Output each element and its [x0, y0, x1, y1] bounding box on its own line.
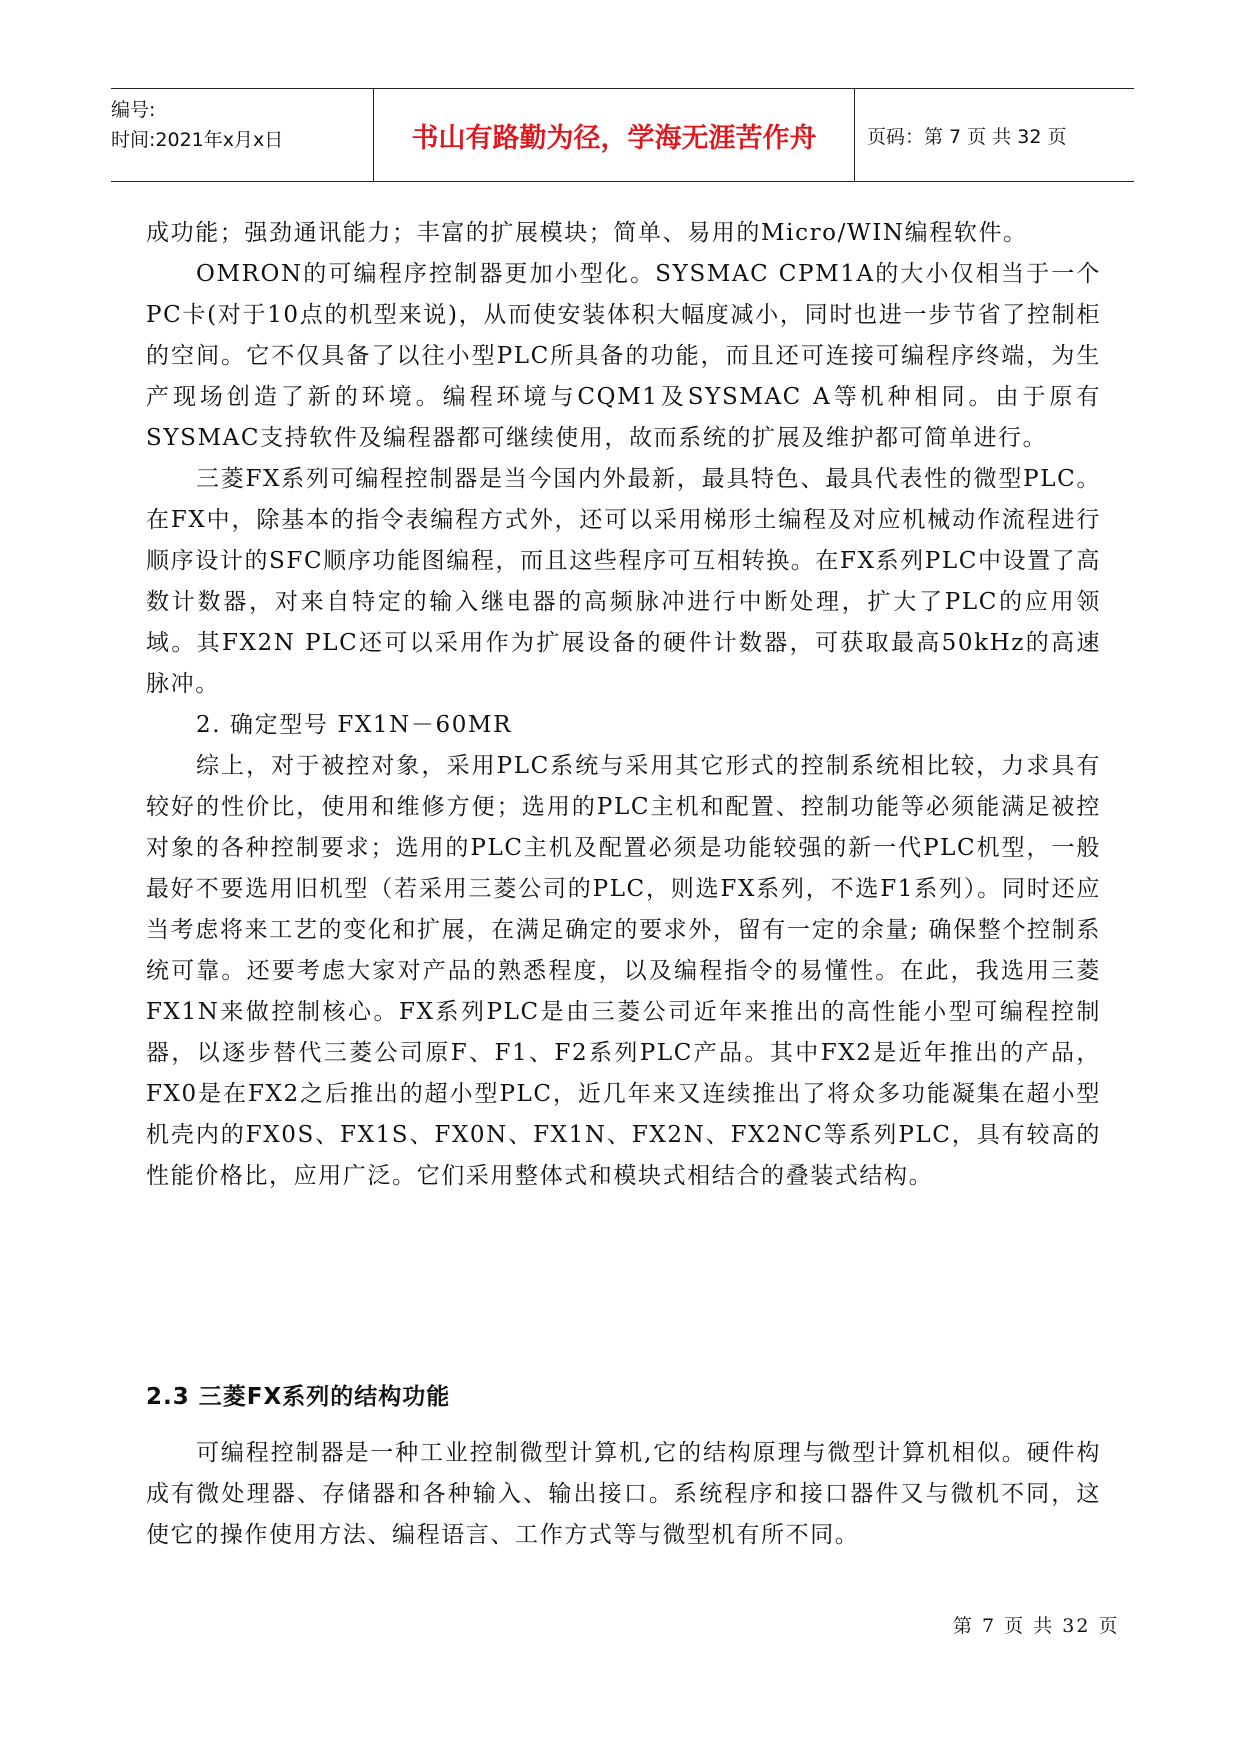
document-time-label: 时间:2021年x月x日 [111, 129, 284, 151]
numbered-heading: 2. 确定型号 FX1N－60MR [196, 712, 512, 738]
header-meta [111, 89, 373, 181]
paragraph: 三菱FX系列可编程控制器是当今国内外最新，最具特色、最具代表性的微型PLC。在FX中，除基本的指令表编程方式外，还可以采用梯形土编程及对应机械动作流程进行顺序设计的SFC顺序功能图编程，而且这些程序可互相转换。在FX系列PLC中设置了高数计数器，对来自特定的输入继电器的高频脉冲进行中断处理，扩大了PLC的应用领域。其FX2N PLC还可以采用作为扩展设备的硬件计数器，可获取最高50kHz的高速脉冲。 [146, 466, 1101, 697]
section-body [146, 1433, 1101, 1556]
page-footer: 第 7 页 共 32 页 [953, 1615, 1120, 1637]
paragraph: 可编程控制器是一种工业控制微型计算机,它的结构原理与微型计算机相似。硬件构成有微处理器、存储器和各种输入、输出接口。系统程序和接口器件又与微机不同，这使它的操作使用方法、编程语言、工作方式等与微型机有所不同。 [146, 1440, 1101, 1548]
paragraph: 综上，对于被控对象，采用PLC系统与采用其它形式的控制系统相比较，力求具有较好的性价比，使用和维修方便；选用的PLC主机和配置、控制功能等必须能满足被控对象的各种控制要求；选用的PLC主机及配置必须是功能较强的新一代PLC机型，一般最好不要选用旧机型（若采用三菱公司的PLC，则选FX系列，不选F1系列）。同时还应当考虑将来工艺的变化和扩展，在满足确定的要求外，留有一定的余量; 确保整个控制系统可靠。还要考虑大家对产品的熟悉程度，以及编程指令的易懂性。在此，我选用三菱FX1N来做控制核心。FX系列PLC是由三菱公司近年来推出的高性能小型可编程控制器，以逐步替代三菱公司原F、F1、F2系列PLC产品。其中FX2是近年推出的产品，FX0是在FX2之后推出的超小型PLC，近几年来又连续推出了将众多功能凝集在超小型机壳内的FX0S、FX1S、FX0N、FX1N、FX2N、FX2NC等系列PLC，具有较高的性能价格比，应用广泛。它们采用整体式和模块式相结合的叠装式结构。 [146, 753, 1101, 1189]
page-header [111, 88, 1134, 182]
header-motto: 书山有路勤为径，学海无涯苦作舟 [373, 89, 855, 181]
body-text [146, 213, 1101, 1197]
paragraph: OMRON的可编程序控制器更加小型化。SYSMAC CPM1A的大小仅相当于一个PC卡(对于10点的机型来说)，从而使安装体积大幅度减小，同时也进一步节省了控制柜的空间。它不仅具备了以往小型PLC所具备的功能，而且还可连接可编程序终端，为生产现场创造了新的环境。编程环境与CQM1及SYSMAC A等机种相同。由于原有SYSMAC支持软件及编程器都可继续使用，故而系统的扩展及维护都可简单进行。 [146, 261, 1101, 451]
document-number-label: 编号: [111, 99, 156, 121]
header-page-label: 页码：第 7 页 共 32 页 [867, 125, 1067, 148]
section-title: 2.3 三菱FX系列的结构功能 [146, 1384, 451, 1410]
paragraph: 成功能；强劲通讯能力；丰富的扩展模块；简单、易用的Micro/WIN编程软件。 [146, 220, 1028, 246]
